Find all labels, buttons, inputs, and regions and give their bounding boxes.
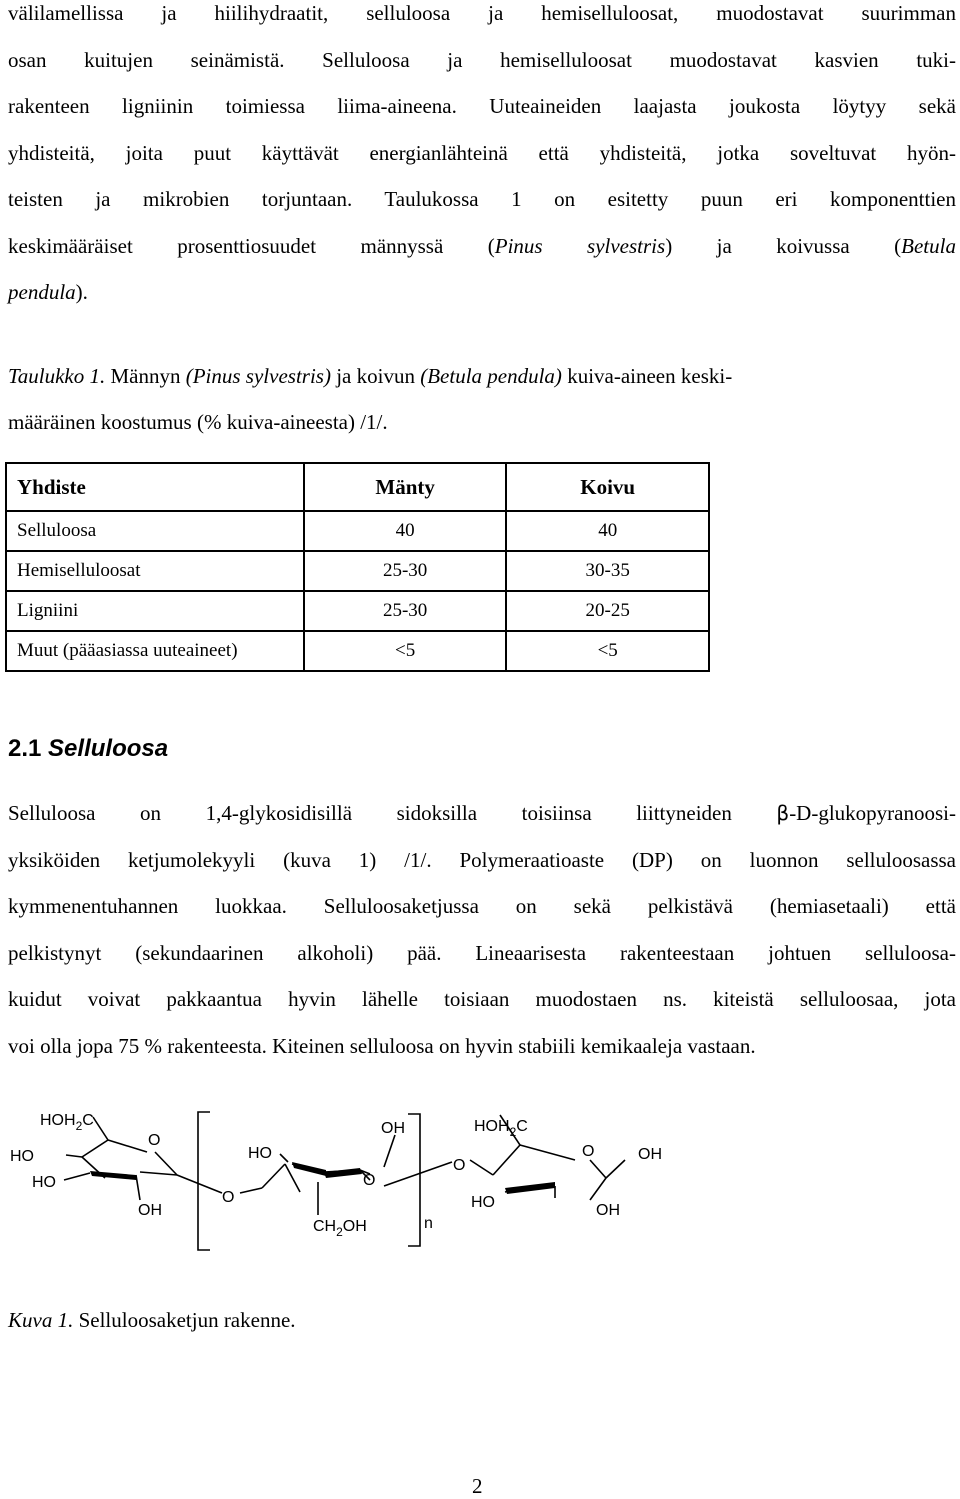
caption-line: määräinen koostumus (% kuiva-aineesta) /1/.: [8, 410, 388, 434]
text-run: ja koivun: [330, 364, 421, 388]
text-line: rakenteen ligniinin toimiessa liima-aineena. Uuteaineiden laajasta joukosta löytyy sekä: [8, 94, 956, 118]
hoh2c-label: $HOH_2C$: [40, 1112, 94, 1133]
figure-caption-text: Selluloosaketjun rakenne.: [73, 1308, 296, 1332]
body-paragraph: [8, 790, 956, 1069]
text-line: välilamellissa ja hiilihydraatit, selluloosa ja hemiselluloosat, muodostavat suurimman: [8, 1, 956, 25]
ho-label: HO: [10, 1148, 34, 1165]
species-name: pendula: [8, 280, 76, 304]
composition-table: [5, 462, 710, 672]
table-header-row: [6, 463, 709, 511]
figure-label: Kuva 1.: [8, 1308, 74, 1332]
table-row: [6, 511, 709, 551]
table-row: [6, 551, 709, 591]
text-line: teisten ja mikrobien torjuntaan. Taulukossa 1 on esitetty puun eri komponenttien: [8, 187, 956, 211]
ring-oxygen-label: O: [363, 1172, 376, 1189]
caption-label: Taulukko 1.: [8, 364, 106, 388]
table-cell: <5: [304, 631, 507, 671]
table-cell: 40: [304, 511, 507, 551]
species-name: (Betula pendula): [420, 364, 562, 388]
section-title: Selluloosa: [48, 735, 169, 762]
table-cell: Ligniini: [6, 591, 304, 631]
text-run: ) ja koivussa (: [665, 233, 902, 258]
beta-symbol: β: [776, 801, 790, 825]
table-cell: <5: [506, 631, 709, 671]
repeat-n-label: n: [424, 1215, 433, 1232]
table-cell: 25-30: [304, 551, 507, 591]
text-line: osan kuitujen seinämistä. Selluloosa ja hemiselluloosat muodostavat kasvien tuki-: [8, 47, 956, 72]
oh-label: OH: [638, 1146, 662, 1163]
oh-label: OH: [596, 1202, 620, 1219]
species-name: Pinus sylvestris: [494, 233, 666, 258]
table-cell: Muut (pääasiassa uuteaineet): [6, 631, 304, 671]
ring-oxygen-label: O: [582, 1143, 595, 1160]
table-cell: Hemiselluloosat: [6, 551, 304, 591]
text-run: keskimääräiset prosenttiosuudet männyssä (: [8, 233, 495, 258]
ho-label: HO: [471, 1194, 495, 1211]
glycosidic-oxygen-label: O: [453, 1157, 466, 1174]
table-cell: 20-25: [506, 591, 709, 631]
text-line: kuidut voivat pakkaantua hyvin lähelle toisiaan muodostaen ns. kiteistä selluloosaa, jota: [8, 987, 956, 1011]
text-line: voi olla jopa 75 % rakenteesta. Kiteinen selluloosa on hyvin stabiili kemikaaleja vastaan.: [8, 1033, 756, 1058]
ho-label: HO: [248, 1145, 272, 1162]
text-line: yksiköiden ketjumolekyyli (kuva 1) /1/. Polymeraatioaste (DP) on luonnon selluloosassa: [8, 847, 956, 872]
ch2oh-label: $CH_2OH$: [313, 1218, 367, 1239]
caption-line: [8, 353, 948, 399]
text-line: kymmenentuhannen luokkaa. Selluloosaketjussa on sekä pelkistävä (hemiasetaali) että: [8, 894, 956, 918]
intro-paragraph: [8, 0, 956, 316]
text-line: pelkistynyt (sekundaarinen alkoholi) pää. Lineaarisesta rakenteestaan johtuen selluloosa-: [8, 940, 956, 965]
page-number: 2: [472, 1474, 483, 1498]
table-cell: 40: [506, 511, 709, 551]
header-cell: Koivu: [506, 463, 709, 511]
section-heading: [8, 735, 168, 763]
text-line: yhdisteitä, joita puut käyttävät energianlähteinä että yhdisteitä, jotka soveltuvat hyön-: [8, 140, 956, 165]
text-line: [8, 269, 956, 316]
header-cell: Mänty: [304, 463, 507, 511]
cellulose-structure-diagram: [0, 1100, 960, 1280]
text-line: [8, 223, 956, 270]
species-name: (Pinus sylvestris): [185, 364, 331, 388]
text-run: kuiva-aineen keski-: [561, 364, 733, 388]
oh-label: OH: [381, 1120, 405, 1137]
text-run: ).: [75, 280, 88, 304]
ho-label: HO: [32, 1174, 56, 1191]
table-row: [6, 591, 709, 631]
section-number: 2.1: [8, 735, 42, 762]
text-run: -D-glukopyranoosi-: [789, 801, 956, 825]
header-cell: Yhdiste: [6, 463, 304, 511]
species-name: Betula: [901, 233, 956, 258]
table-cell: 25-30: [304, 591, 507, 631]
table-cell: 30-35: [506, 551, 709, 591]
table-row: [6, 631, 709, 671]
ring-oxygen-label: O: [148, 1132, 161, 1149]
text-run: Männyn: [105, 364, 186, 388]
figure-caption: [8, 1308, 296, 1333]
text-line: [8, 790, 956, 837]
glycosidic-oxygen-label: O: [222, 1189, 235, 1206]
table-caption: [8, 353, 948, 445]
wedge-bonds: [90, 1162, 555, 1194]
text-run: Selluloosa on 1,4-glykosidisillä sidoksilla toisiinsa liittyneiden: [8, 801, 777, 825]
table-cell: Selluloosa: [6, 511, 304, 551]
oh-label: OH: [138, 1202, 162, 1219]
hoh2c-label: $HOH_2C$: [474, 1118, 528, 1139]
